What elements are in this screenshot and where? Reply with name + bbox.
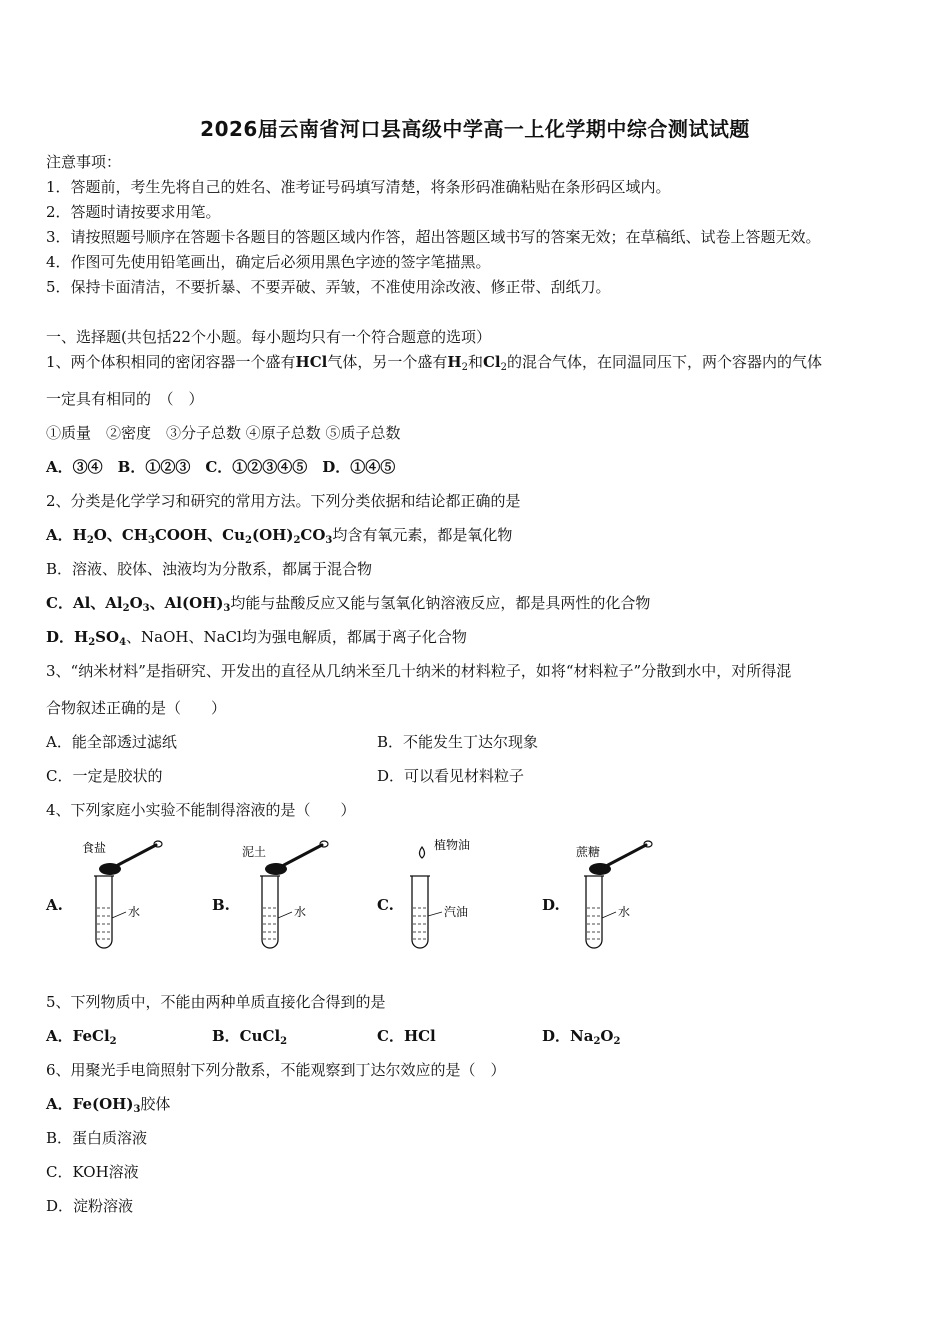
- q4-figure-a-label: A.: [46, 896, 63, 914]
- q3-option-c: C．一定是胶状的: [46, 767, 163, 785]
- solvent-label: 汽油: [444, 905, 469, 919]
- q2-option-b: B．溶液、胶体、浊液均为分散系，都属于混合物: [46, 560, 373, 578]
- q6-stem: 6、用聚光手电筒照射下列分散系，不能观察到丁达尔效应的是（ ）: [46, 1061, 506, 1079]
- q4-figure-a: [76, 836, 186, 960]
- q5-stem: 5、下列物质中，不能由两种单质直接化合得到的是: [46, 993, 386, 1011]
- notice-item-4: 4．作图可先使用铅笔画出，确定后必须用黑色字迹的签字笔描黑。: [46, 253, 491, 271]
- notice-heading: 注意事项：: [46, 153, 122, 171]
- spoon-tube-diagram: [76, 836, 186, 956]
- q2-stem: 2、分类是化学学习和研究的常用方法。下列分类依据和结论都正确的是: [46, 492, 521, 510]
- q3-option-d: D．可以看见材料粒子: [377, 767, 525, 785]
- q2-option-a: A．$H_2O$、$CH_3COOH$、$Cu_2(OH)_2CO_3$均含有氧元素，都是氧化物: [46, 526, 513, 546]
- q2-option-d: D．$H_2SO_4$、NaOH、NaCl均为强电解质，都属于离子化合物: [46, 628, 467, 648]
- notice-item-1: 1．答题前，考生先将自己的姓名、准考证号码填写清楚，将条形码准确粘贴在条形码区域内。: [46, 178, 671, 196]
- notice-item-5: 5．保持卡面清洁，不要折暴、不要弄破、弄皱，不准使用涂改液、修正带、刮纸刀。: [46, 278, 611, 296]
- q3-option-a: A．能全部透过滤纸: [46, 733, 177, 751]
- dropper-tube-diagram: [402, 836, 512, 956]
- q5-option-a: A．FeCl$_2$: [46, 1027, 117, 1047]
- reagent-label: 蔗糖: [576, 845, 601, 859]
- q3-option-b: B．不能发生丁达尔现象: [377, 733, 539, 751]
- q1-and: 和: [467, 353, 483, 371]
- solvent-label: 水: [618, 905, 631, 919]
- spoon-tube-diagram: [566, 836, 676, 956]
- q3-stem-line2: 合物叙述正确的是（ ）: [46, 699, 227, 717]
- q4-figure-b-label: B.: [212, 896, 230, 914]
- q4-figure-d-label: D.: [542, 896, 560, 914]
- q6-option-a: A．$Fe(OH)_3$胶体: [46, 1095, 171, 1115]
- q1-options: A．③④ B．①②③ C．①②③④⑤ D．①④⑤: [46, 458, 396, 476]
- q1-stem-line2: 一定具有相同的 （ ）: [46, 390, 204, 408]
- q1-cl: Cl: [482, 353, 501, 371]
- q1-sub-b: 2: [500, 362, 507, 373]
- q3-stem-line1: 3、“纳米材料”是指研究、开发出的直径从几纳米至几十纳米的材料粒子，如将“材料粒子”分散到水中，对所得混: [46, 662, 792, 680]
- q4-stem: 4、下列家庭小实验不能制得溶液的是（ ）: [46, 801, 356, 819]
- q1-sub-a: 2: [461, 362, 468, 373]
- q4-figure-d: [566, 836, 676, 960]
- q1-text-c: 的混合气体，在同温同压下，两个容器内的气体: [506, 353, 822, 371]
- q5-option-d: D．$Na_2O_2$: [542, 1027, 621, 1047]
- spoon-tube-diagram: [242, 836, 352, 956]
- q1-stem-line1: [46, 352, 822, 372]
- reagent-label: 食盐: [82, 841, 107, 855]
- notice-item-2: 2．答题时请按要求用笔。: [46, 203, 221, 221]
- q1-h: H: [447, 353, 462, 371]
- q1-hcl: HCl: [295, 353, 328, 371]
- q5-option-c: C．HCl: [377, 1027, 436, 1045]
- notice-item-3: 3．请按照题号顺序在答题卡各题目的答题区域内作答，超出答题区域书写的答案无效；在草稿纸、试卷上答题无效。: [46, 228, 821, 246]
- solvent-label: 水: [128, 905, 141, 919]
- q4-figure-c-label: C.: [377, 896, 394, 914]
- q5-option-b: B．CuCl$_2$: [212, 1027, 288, 1047]
- reagent-label: 泥土: [242, 845, 267, 859]
- q4-figure-b: [242, 836, 352, 960]
- reagent-label: 植物油: [434, 838, 471, 852]
- q6-option-c: C．KOH溶液: [46, 1163, 139, 1181]
- q1-text-a: 1、两个体积相同的密闭容器一个盛有: [46, 353, 296, 371]
- q1-items: ①质量 ②密度 ③分子总数 ④原子总数 ⑤质子总数: [46, 424, 401, 442]
- q4-figure-c: [402, 836, 512, 960]
- q6-option-b: B．蛋白质溶液: [46, 1129, 148, 1147]
- solvent-label: 水: [294, 905, 307, 919]
- q2-option-c: C．Al、$Al_2O_3$、$Al(OH)_3$均能与盐酸反应又能与氢氧化钠溶液反应，都是具两性的化合物: [46, 594, 651, 614]
- q6-option-d: D．淀粉溶液: [46, 1197, 134, 1215]
- page-title: 2026届云南省河口县高级中学高一上化学期中综合测试试题: [200, 117, 750, 141]
- section-heading: 一、选择题(共包括22个小题。每小题均只有一个符合题意的选项）: [46, 328, 491, 346]
- q1-text-b: 气体，另一个盛有: [327, 353, 448, 371]
